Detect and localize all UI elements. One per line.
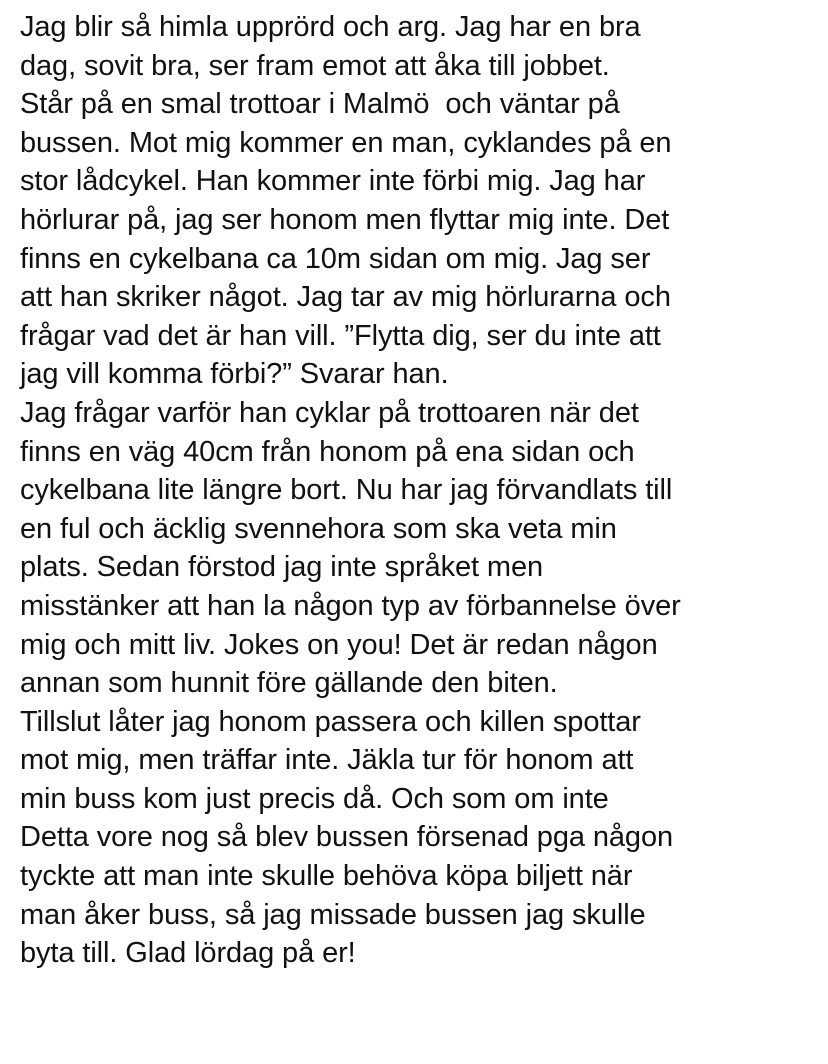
post-text-line: annan som hunnit före gällande den biten. [20, 667, 558, 700]
post-text-line: jag vill komma förbi?” Svarar han. [20, 358, 449, 391]
post-text-line: tyckte att man inte skulle behöva köpa biljett när [20, 860, 633, 893]
post-text-line: Jag blir så himla upprörd och arg. Jag har en bra [20, 11, 641, 43]
post-body-text [20, 8, 820, 973]
post-text-line: finns en cykelbana ca 10m sidan om mig. Jag ser [20, 242, 651, 275]
post-text-line: Jag frågar varför han cyklar på trottoaren när det [20, 396, 639, 429]
post-text-line: cykelbana lite längre bort. Nu har jag förvandlats till [20, 474, 673, 507]
post-text-line: Tillslut låter jag honom passera och killen spottar [20, 705, 641, 738]
post-text-line: bussen. Mot mig kommer en man, cyklandes på en [20, 126, 672, 159]
post-text-line: misstänker att han la någon typ av förbannelse över [20, 589, 681, 622]
post-text-line: Står på en smal trottoar i Malmö och väntar på [20, 88, 620, 121]
post-text-line: Detta vore nog så blev bussen försenad pga någon [20, 821, 673, 854]
post-text-line: hörlurar på, jag ser honom men flyttar mig inte. Det [20, 203, 670, 236]
post-text-line: mig och mitt liv. Jokes on you! Det är redan någon [20, 628, 658, 661]
post-text-line: min buss kom just precis då. Och som om inte [20, 782, 609, 815]
post-text-line: frågar vad det är han vill. ”Flytta dig, ser du inte att [20, 319, 661, 352]
post-text-line: dag, sovit bra, ser fram emot att åka till jobbet. [20, 49, 610, 82]
post-text-line: en ful och äcklig svennehora som ska veta min [20, 512, 617, 545]
post-text-line: mot mig, men träffar inte. Jäkla tur för honom att [20, 744, 634, 777]
post-text-line: stor lådcykel. Han kommer inte förbi mig. Jag har [20, 165, 646, 198]
post-text-line: man åker buss, så jag missade bussen jag skulle [20, 898, 646, 931]
post-text-line: byta till. Glad lördag på er! [20, 937, 356, 970]
post-text-line: plats. Sedan förstod jag inte språket men [20, 551, 544, 584]
post-text-line: finns en väg 40cm från honom på ena sidan och [20, 435, 635, 468]
post-text-line: att han skriker något. Jag tar av mig hörlurarna och [20, 281, 671, 314]
